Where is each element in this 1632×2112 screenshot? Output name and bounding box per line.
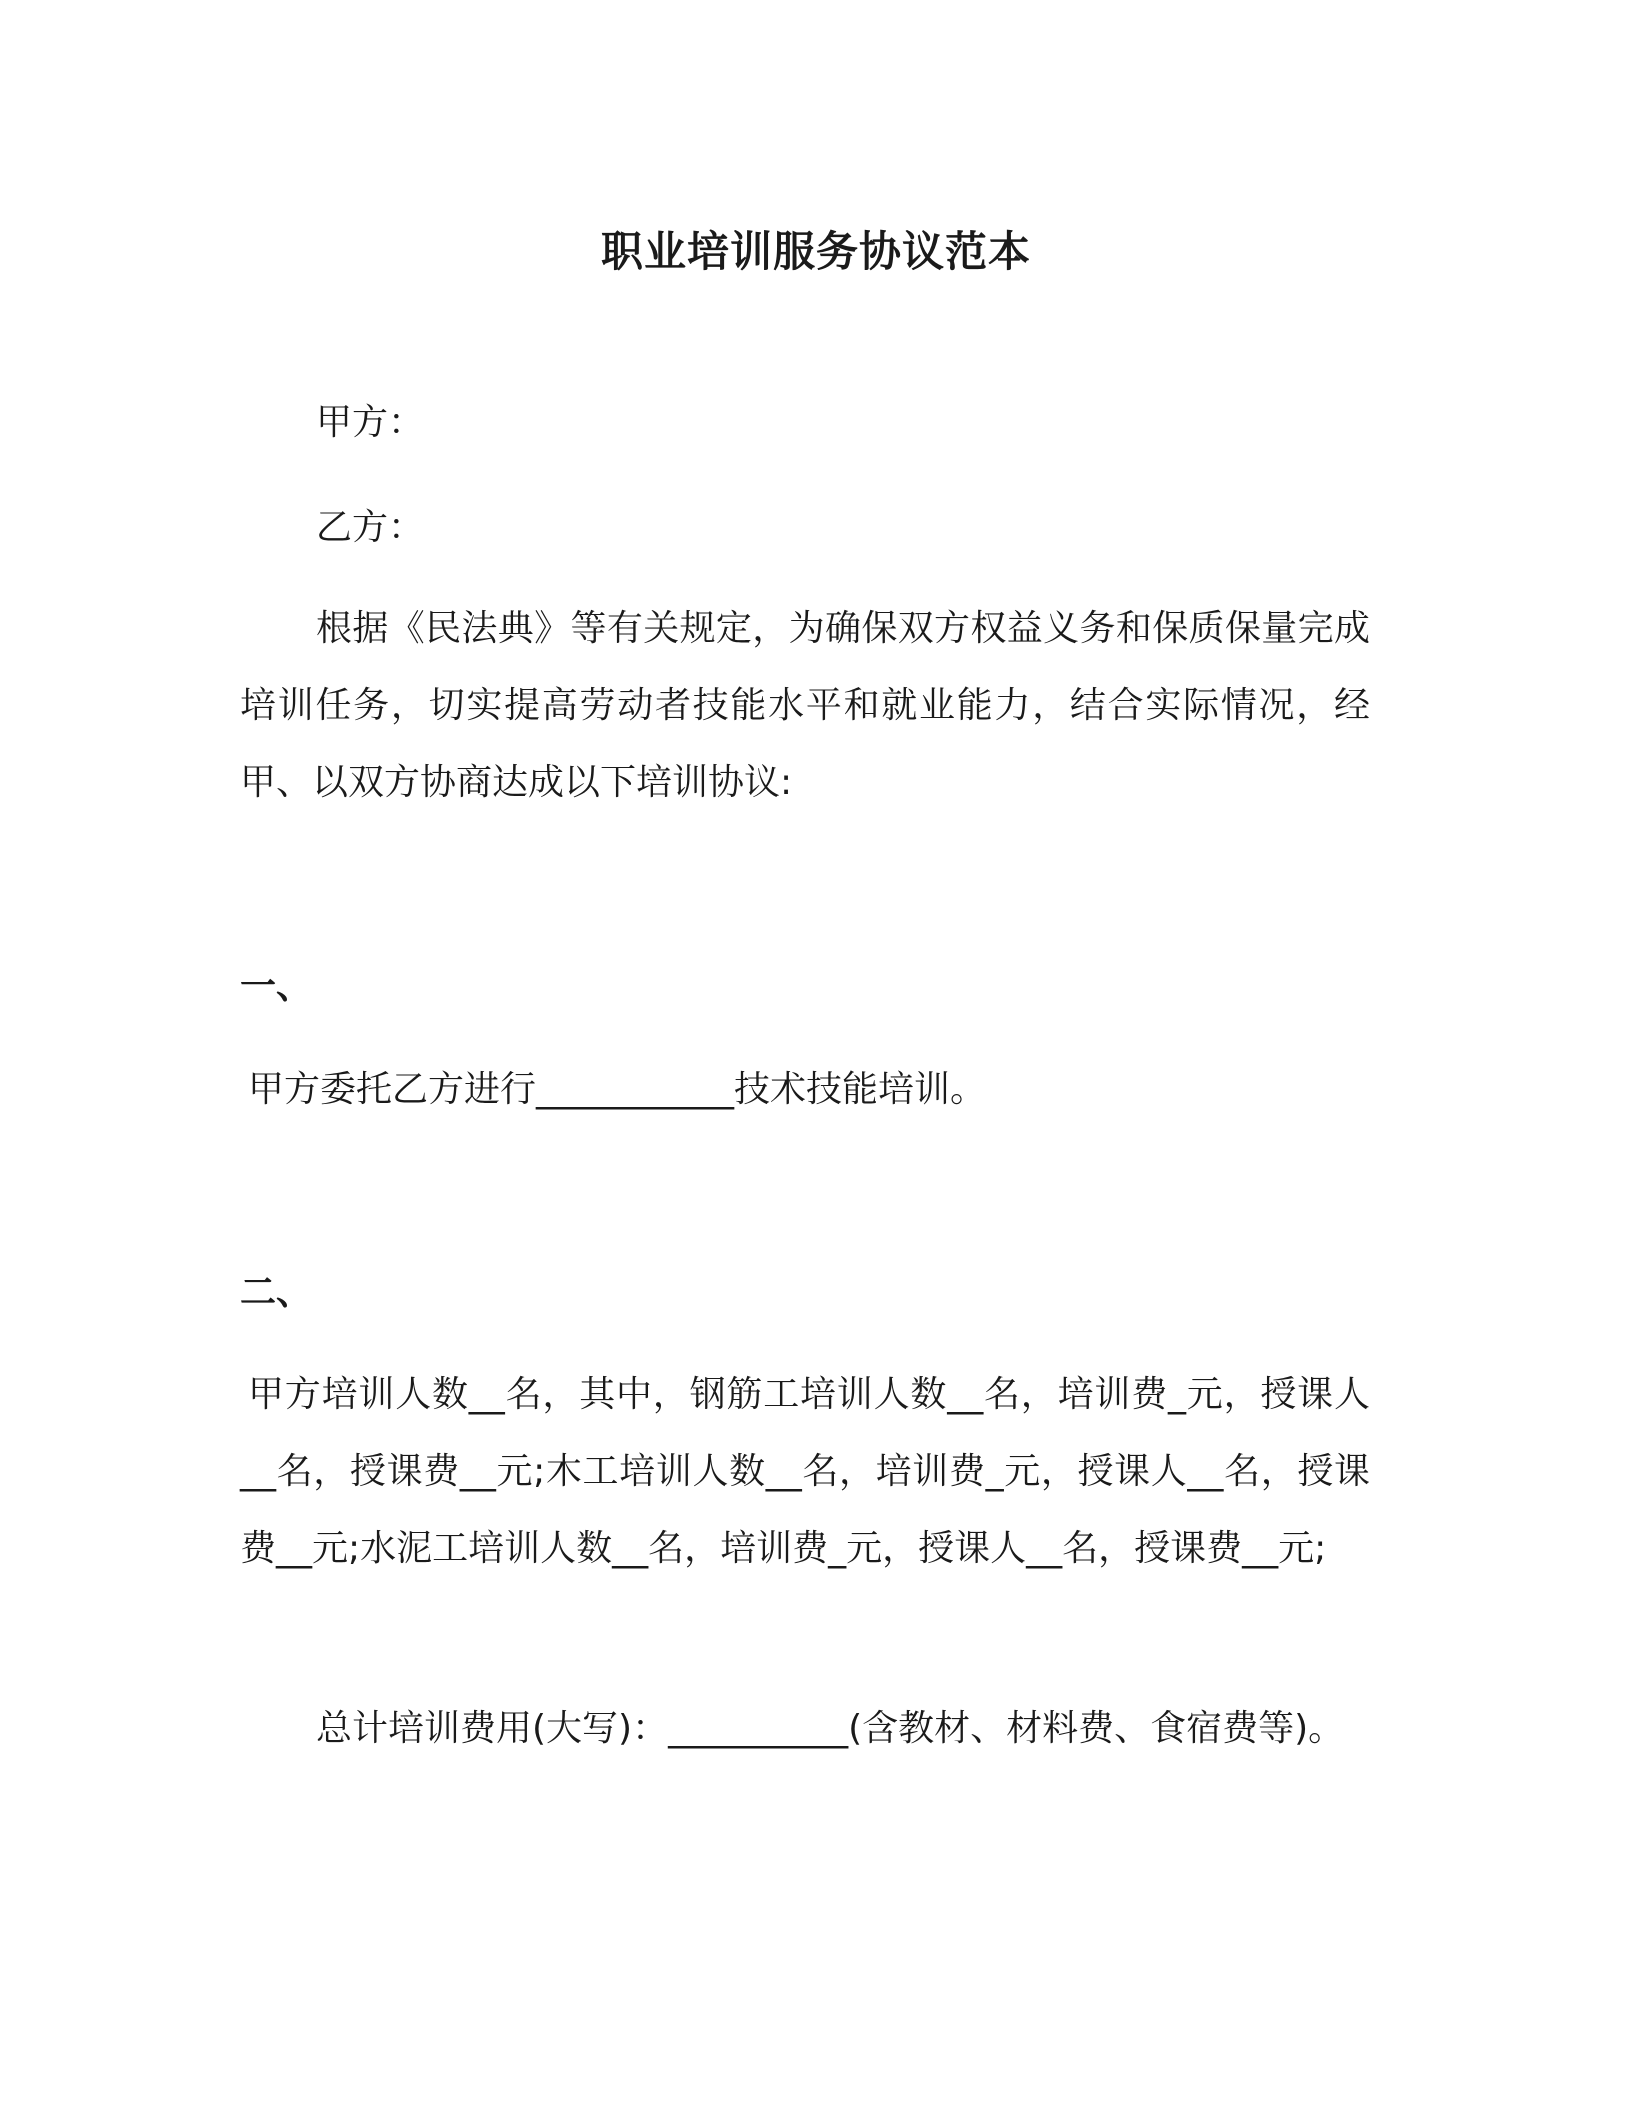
section-2-number: 二、 [240,1272,313,1313]
section-1-text: 甲方委托乙方进行___________技术技能培训。 [248,1069,987,1110]
document-title: 职业培训服务协议范本 [600,227,1031,276]
intro-paragraph: 根据《民法典》等有关规定，为确保双方权益义务和保质保量完成培训任务，切实提高劳动者技能水平和就业能力，结合实际情况，经甲、以双方协商达成以下培训协议: [240,608,1370,803]
section-2-total-line: 总计培训费用(大写)：__________(含教材、材料费、食宿费等)。 [316,1708,1345,1749]
party-a-label: 甲方： [316,402,425,443]
section-2-text: 甲方培训人数__名，其中，钢筋工培训人数__名，培训费_元，授课人__名，授课费__元;木工培训人数__名，培训费_元，授课人__名，授课费__元;水泥工培训人数__名，培训费_元，授课人__名，授课费__元; [240,1374,1370,1569]
section-1-number: 一、 [240,966,313,1007]
party-b-label: 乙方： [316,507,425,548]
